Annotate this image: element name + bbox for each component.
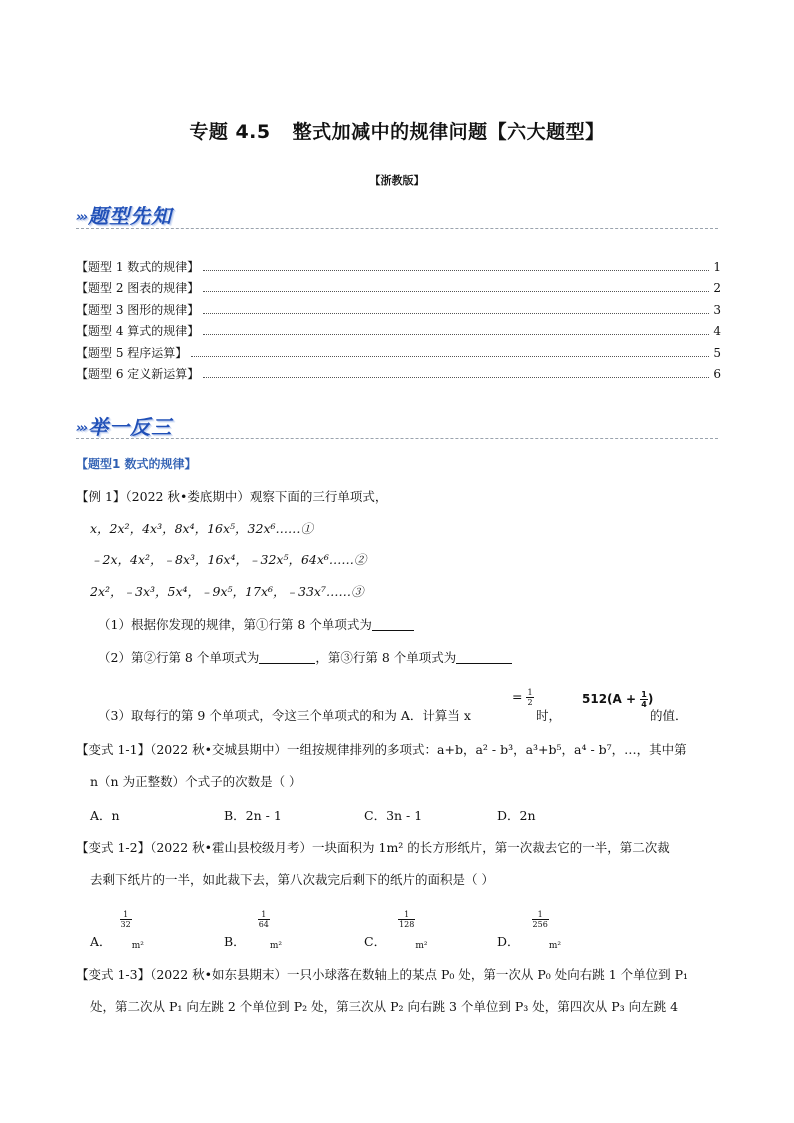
- banner-arrows-icon: ›››: [76, 421, 87, 436]
- answer-blank[interactable]: [372, 618, 414, 631]
- sequence-row-3: 2x²，﹣3x³，5x⁴，﹣9x⁵，17x⁶，﹣33x⁷……③: [90, 584, 364, 599]
- answer-blank[interactable]: [456, 651, 512, 664]
- edition-label: 【浙教版】: [369, 174, 425, 187]
- option-c[interactable]: C． $\frac{1}{128}$ m²: [364, 910, 428, 951]
- divider: [76, 438, 718, 439]
- option-a[interactable]: A．n: [90, 808, 120, 823]
- banner-text: 题型先知: [88, 204, 173, 228]
- banner-arrows-icon: ›››: [76, 210, 87, 225]
- section-heading: 【题型1 数式的规律】: [76, 457, 197, 471]
- variant-1-3-line-1: 【变式 1-3】（2022 秋•如东县期末）一只小球落在数轴上的某点 P₀ 处，第一次从 P₀ 处向右跳 1 个单位到 P₁: [76, 967, 689, 982]
- variant-1-3-line-2: 处，第二次从 P₁ 向左跳 2 个单位到 P₂ 处，第三次从 P₂ 向右跳 3 个单位到 P₃ 处，第四次从 P₃ 向左跳 4: [90, 999, 679, 1014]
- option-d[interactable]: D．2n: [497, 808, 536, 823]
- option-a[interactable]: A． $\frac{1}{32}$ m²: [90, 910, 144, 951]
- banner-question-types: [76, 200, 172, 230]
- question-3-end: 的值．: [650, 708, 688, 723]
- title-number: 专题 4.5: [189, 121, 271, 143]
- toc-entry[interactable]: 【题型 5 程序运算】 5: [76, 345, 721, 360]
- variant-1-1-line-2: n（n 为正整数）个式子的次数是（ ）: [90, 774, 302, 789]
- question-1: （1）根据你发现的规律，第①行第 8 个单项式为: [98, 615, 414, 633]
- example-1-heading: 【例 1】（2022 秋•娄底期中）观察下面的三行单项式，: [76, 489, 388, 504]
- question-3: （3）取每行的第 9 个单项式，令这三个单项式的和为 A．计算当 x: [98, 708, 471, 723]
- toc-entry[interactable]: 【题型 2 图表的规律】 2: [76, 281, 721, 296]
- table-of-contents: [76, 258, 721, 386]
- divider: [76, 228, 718, 229]
- document-title: [0, 117, 794, 144]
- toc-entry[interactable]: 【题型 6 定义新运算】 6: [76, 366, 721, 381]
- sequence-row-1: x，2x²，4x³，8x⁴，16x⁵，32x⁶……①: [90, 521, 314, 536]
- option-c[interactable]: C．3n - 1: [364, 808, 423, 823]
- answer-blank[interactable]: [259, 651, 315, 664]
- banner-examples: [76, 411, 172, 441]
- variant-1-1-line-1: 【变式 1-1】（2022 秋•交城县期中）一组按规律排列的多项式：a+b，a² - b³，a³+b⁵，a⁴ - b⁷，…，其中第: [76, 742, 687, 757]
- toc-entry[interactable]: 【题型 1 数式的规律】 1: [76, 260, 721, 274]
- toc-entry[interactable]: 【题型 3 图形的规律】 3: [76, 302, 721, 317]
- variant-1-2-line-1: 【变式 1-2】（2022 秋•霍山县校级月考）一块面积为 1m² 的长方形纸片，第一次裁去它的一半，第二次裁: [76, 840, 670, 855]
- option-b[interactable]: B．2n - 1: [224, 808, 282, 823]
- x-value-fraction: = $\frac{1}{2}$: [512, 688, 533, 707]
- expression: 512(A + $\frac{1}{4}$ ): [582, 690, 654, 709]
- option-d[interactable]: D． $\frac{1}{256}$ m²: [497, 910, 561, 951]
- question-3-when: 时，: [536, 708, 562, 723]
- question-2: （2）第②行第 8 个单项式为 ，第③行第 8 个单项式为: [98, 648, 512, 666]
- option-b[interactable]: B． $\frac{1}{64}$ m²: [224, 910, 283, 951]
- title-text: 整式加减中的规律问题【六大题型】: [292, 121, 605, 143]
- banner-text: 举一反三: [88, 415, 173, 439]
- variant-1-2-line-2: 去剩下纸片的一半，如此裁下去，第八次裁完后剩下的纸片的面积是（ ）: [90, 872, 494, 887]
- sequence-row-2: ﹣2x，4x²，﹣8x³，16x⁴，﹣32x⁵，64x⁶……②: [90, 552, 367, 567]
- toc-entry[interactable]: 【题型 4 算式的规律】 4: [76, 324, 721, 339]
